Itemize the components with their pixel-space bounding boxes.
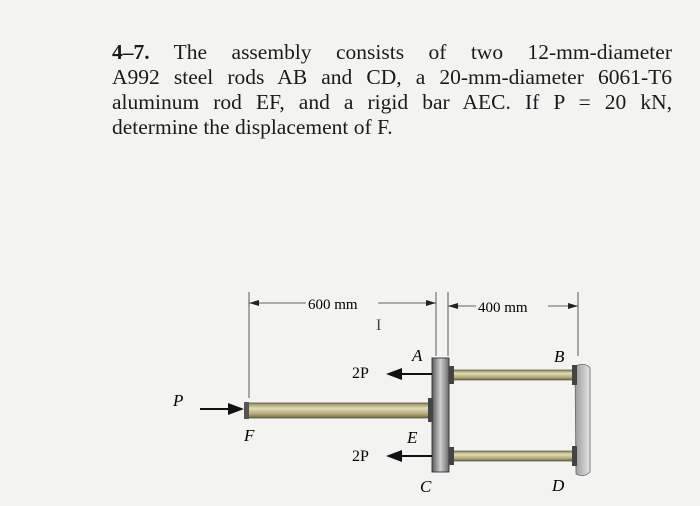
label-B: B	[554, 347, 565, 366]
nut-E	[428, 398, 433, 422]
problem-text-1: The assembly consists of two 12-mm-diameter	[173, 40, 672, 64]
problem-line-3: aluminum rod EF, and a rigid bar AEC. If P = 20 kN,	[112, 90, 672, 114]
load-label-bottom: 2P	[352, 448, 369, 465]
problem-line-2: A992 steel rods AB and CD, a 20-mm-diameter 6061-T6	[112, 65, 672, 89]
rod-EF	[247, 403, 430, 418]
load-arrow-P	[200, 403, 244, 415]
rod-AB	[452, 370, 575, 380]
label-A: A	[412, 346, 423, 365]
rod-end-cap	[244, 402, 249, 419]
label-C: C	[420, 477, 432, 496]
dim-arrow-left-2	[448, 303, 458, 309]
problem-number: 4–7.	[112, 40, 150, 64]
label-F: F	[244, 426, 255, 445]
rigid-bar-AEC	[432, 358, 449, 472]
dim-arrow-right-2	[568, 303, 578, 309]
rod-CD	[452, 451, 575, 461]
dim-arrow-left	[249, 300, 259, 306]
load-arrow-top	[386, 368, 432, 380]
label-E: E	[407, 428, 418, 447]
load-label-P: P	[173, 391, 184, 410]
text-cursor-icon: I	[376, 317, 382, 334]
dim-label-400: 400 mm	[478, 300, 528, 316]
nut-D	[572, 446, 577, 466]
load-arrow-bottom	[386, 450, 432, 462]
problem-line-4: determine the displacement of F.	[112, 115, 393, 139]
dim-label-600: 600 mm	[308, 297, 358, 313]
nut-A	[449, 366, 454, 384]
load-label-top: 2P	[352, 365, 369, 382]
dim-arrow-right	[426, 300, 436, 306]
nut-C	[449, 447, 454, 465]
support-wall	[575, 364, 590, 475]
label-D: D	[552, 476, 565, 495]
nut-B	[572, 365, 577, 385]
